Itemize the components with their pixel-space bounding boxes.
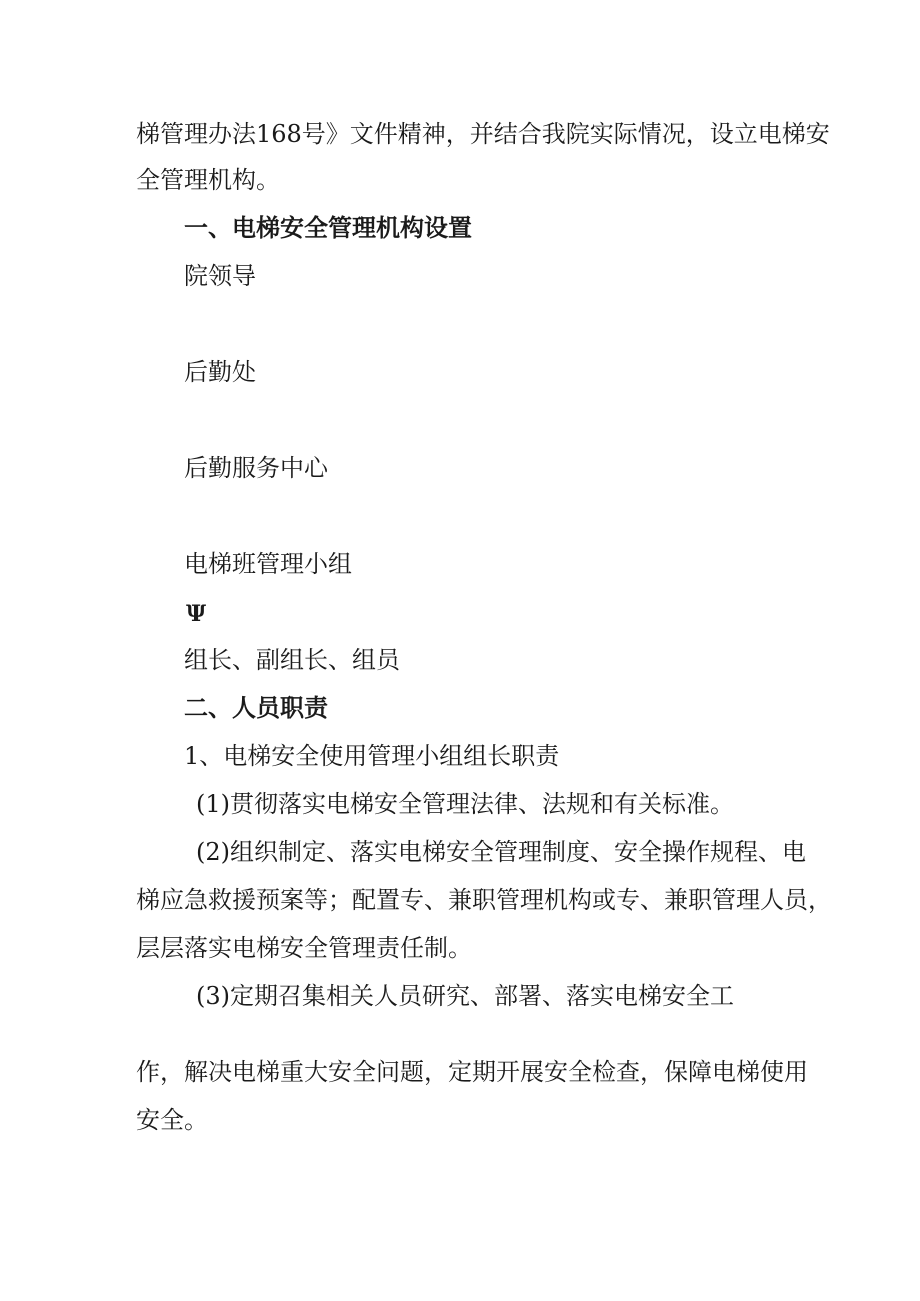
org-level-5: 组长、副组长、组员 — [184, 646, 400, 674]
subsection-title: 1、电梯安全使用管理小组组长职责 — [184, 742, 560, 770]
body-text-line: 安全。 — [136, 1106, 208, 1134]
body-text-line: 梯应急救援预案等；配置专、兼职管理机构或专、兼职管理人员， — [136, 886, 832, 914]
body-text-line: 作，解决电梯重大安全问题，定期开展安全检查，保障电梯使用 — [136, 1058, 808, 1086]
section-heading: 一、电梯安全管理机构设置 — [184, 214, 472, 242]
body-text-line: 梯管理办法168号》文件精神，并结合我院实际情况，设立电梯安 — [136, 120, 830, 148]
arrow-glyph: Ψ — [186, 601, 207, 627]
body-text-line: 层层落实电梯安全管理责任制。 — [136, 934, 472, 962]
list-item: (1)贯彻落实电梯安全管理法律、法规和有关标准。 — [196, 790, 734, 818]
list-item: (2)组织制定、落实电梯安全管理制度、安全操作规程、电 — [196, 838, 806, 866]
body-text-line: 全管理机构。 — [136, 166, 280, 194]
org-level-3: 后勤服务中心 — [184, 454, 328, 482]
org-level-4: 电梯班管理小组 — [184, 550, 352, 578]
list-item: (3)定期召集相关人员研究、部署、落实电梯安全工 — [196, 982, 734, 1010]
section-heading: 二、人员职责 — [184, 694, 328, 722]
org-level-2: 后勤处 — [184, 358, 256, 386]
org-level-1: 院领导 — [184, 262, 256, 290]
